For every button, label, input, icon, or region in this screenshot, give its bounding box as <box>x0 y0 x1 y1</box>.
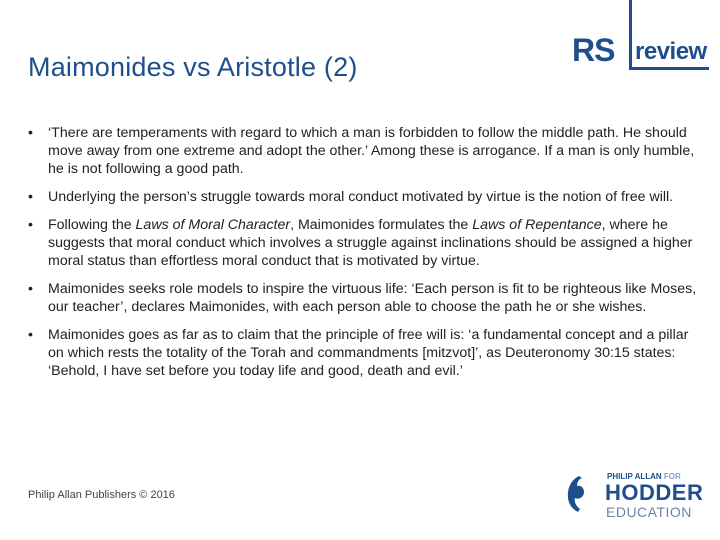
bullet-item <box>28 188 698 206</box>
bullet-text: Underlying the person’s struggle towards moral conduct motivated by virtue is the notion of free will. <box>48 189 674 205</box>
bullet-text: Maimonides seeks role models to inspire the virtuous life: ‘Each person is fit to be righteous like Moses, our teacher’, declares Maimonides, with each person able to choose the path he or she wishes. <box>48 281 697 315</box>
logo-hodder-text: HODDER <box>605 480 704 505</box>
hodder-comma-mark-icon <box>565 474 587 516</box>
bullet-marker: • <box>28 189 33 205</box>
logo-underline <box>629 67 709 70</box>
bullet-item <box>28 326 698 380</box>
book-title-laws-of-moral-character: Laws of Moral Character <box>135 217 291 233</box>
bullet-text-part: , Maimonides formulates the <box>290 217 473 233</box>
bullet-text-part: Following the <box>48 217 136 233</box>
bullet-text: ‘There are temperaments with regard to which a man is forbidden to follow the middle path. He should move away from one extreme and adopt the other.’ Among these is arrogance. If a man is only humble, he is not following a good path. <box>48 125 695 177</box>
logo-philip-allan-text: PHILIP ALLAN <box>607 472 662 481</box>
logo-rs-text: RS <box>572 32 615 68</box>
bullet-list <box>28 124 698 390</box>
logo-divider <box>629 0 632 70</box>
rs-review-logo <box>572 30 712 74</box>
hodder-education-logo <box>565 470 705 522</box>
bullet-item <box>28 216 698 270</box>
slide-title: Maimonides vs Aristotle (2) <box>28 52 358 82</box>
book-title-laws-of-repentance: Laws of Repentance <box>472 217 602 233</box>
bullet-text-part: , where he suggests that moral conduct which involves a struggle against inclinations should be assigned a higher moral status than effortless moral conduct that is motivated by virtue. <box>48 217 693 269</box>
logo-education-text: EDUCATION <box>606 504 692 520</box>
bullet-marker: • <box>28 281 33 297</box>
bullet-text <box>48 217 692 269</box>
bullet-marker: • <box>28 125 33 141</box>
bullet-marker: • <box>28 217 33 233</box>
bullet-item <box>28 124 698 178</box>
bullet-item <box>28 280 698 316</box>
footer-copyright: Philip Allan Publishers © 2016 <box>28 489 175 501</box>
bullet-text: Maimonides goes as far as to claim that the principle of free will is: ‘a fundamental concept and a pillar on which rests the totality of the Torah and commandments [mitzvot]’, as Deuteronomy 30:15 states: ‘Behold, I have set before you today life and good, death and evil.’ <box>48 327 689 379</box>
logo-for-text: FOR <box>663 472 681 481</box>
logo-review-text: review <box>635 38 707 65</box>
bullet-marker: • <box>28 327 33 343</box>
